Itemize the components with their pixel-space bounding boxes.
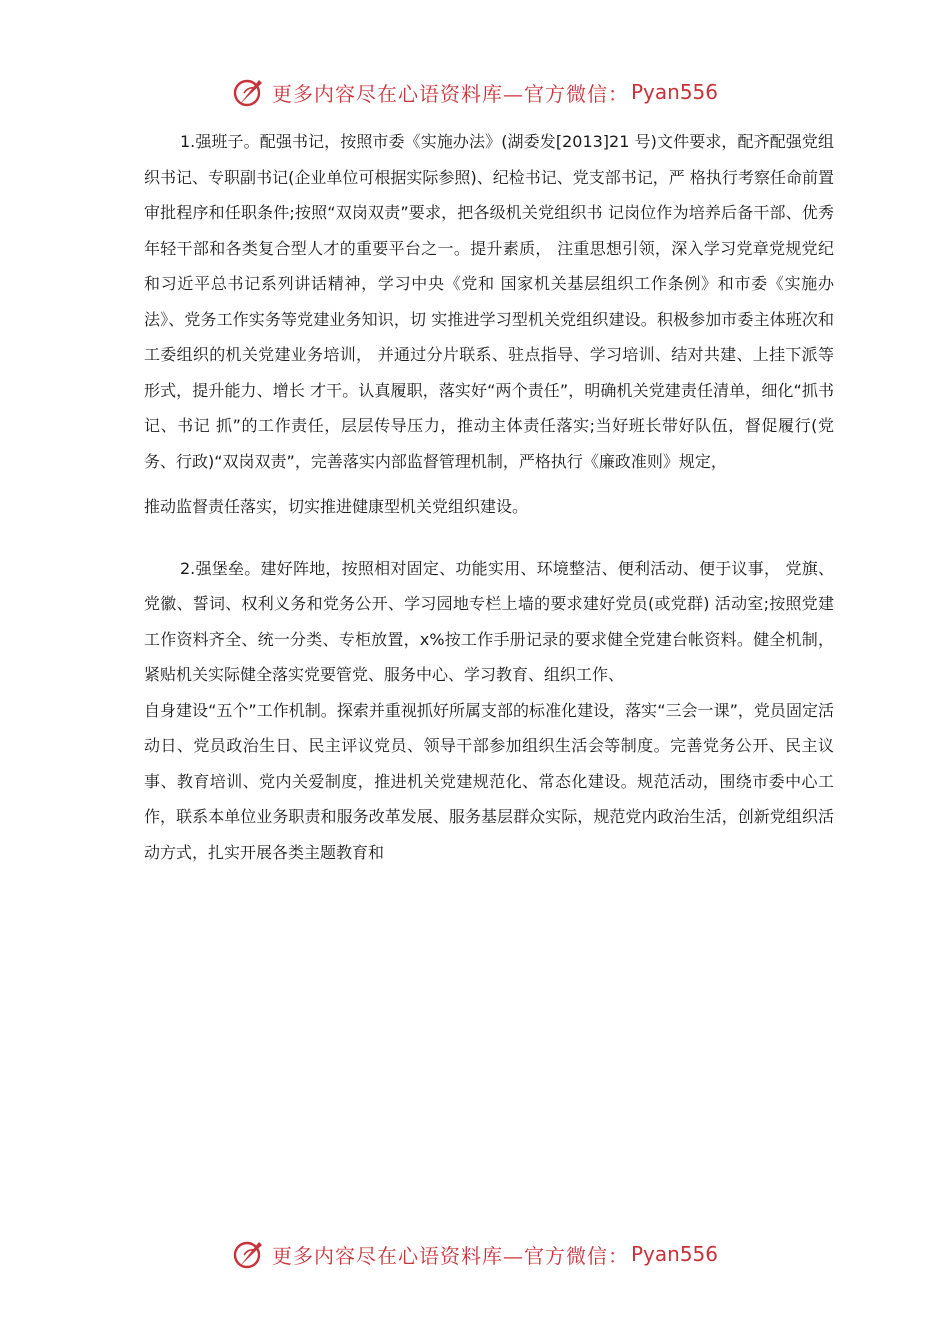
quill-seal-icon	[232, 1237, 266, 1271]
watermark-wechat-id: Pyan556	[630, 1242, 718, 1266]
watermark-text: 更多内容尽在心语资料库—官方微信：	[271, 81, 629, 106]
paragraph-strengthen-team: 1.强班子。配强书记，按照市委《实施办法》(湖委发[2013]21 号)文件要求，配齐配强党组织书记、专职副书记(企业单位可根据实际参照)、纪检书记、党支部书记，严 格执行考察任命前置审批程序和任职条件;按照“双岗双责”要求，把各级机关党组织书 记岗位作为培养后备干部、优秀年轻干部和各类复合型人才的重要平台之一。提升素质， 注重思想引领，深入学习党章党规党纪和习近平总书记系列讲话精神，学习中央《党和 国家机关基层组织工作条例》和市委《实施办法》、党务工作实务等党建业务知识，切 实推进学习型机关党组织建设。积极参加市委主体班次和工委组织的机关党建业务培训， 并通过分片联系、驻点指导、学习培训、结对共建、上挂下派等形式，提升能力、增长 才干。认真履职，落实好“两个责任”，明确机关党建责任清单，细化“抓书记、书记 抓”的工作责任，层层传导压力，推动主体责任落实;当好班长带好队伍，督促履行(党 务、行政)“双岗双责”，完善落实内部监督管理机制，严格执行《廉政准则》规定，	[144, 132, 834, 471]
spacer	[144, 525, 834, 551]
spacer	[144, 479, 834, 489]
quill-seal-icon	[232, 75, 266, 109]
paragraph-strengthen-bastion-continued: 自身建设“五个”工作机制。探索并重视抓好所属支部的标准化建设，落实“三会一课”，党员固定活动日、党员政治生日、民主评议党员、领导干部参加组织生活会等制度。完善党务公开、民主议事、教育培训、党内关爱制度，推进机关党建规范化、常态化建设。规范活动，围绕市委中心工作，联系本单位业务职责和服务改革发展、服务基层群众实际，规范党内政治生活，创新党组织活动方式，扎实开展各类主题教育和	[144, 700, 834, 862]
watermark-wechat-id: Pyan556	[630, 80, 718, 104]
watermark-text: 更多内容尽在心语资料库—官方微信：	[271, 1243, 629, 1268]
paragraph-strengthen-bastion: 2.强堡垒。建好阵地，按照相对固定、功能实用、环境整洁、便利活动、便于议事， 党旗、党徽、誓词、权利义务和党务公开、学习园地专栏上墙的要求建好党员(或党群) 活动室;按照党建工作资料齐全、统一分类、专柜放置，x%按工作手册记录的要求健全党建台帐资料。健全机制，紧贴机关实际健全落实党要管党、服务中心、学习教育、组织工作、	[144, 558, 834, 684]
footer-watermark	[0, 1232, 950, 1276]
paragraph-strengthen-team-continued: 推动监督责任落实，切实推进健康型机关党组织建设。	[144, 497, 529, 516]
header-watermark	[0, 70, 950, 114]
document-body	[144, 124, 834, 870]
